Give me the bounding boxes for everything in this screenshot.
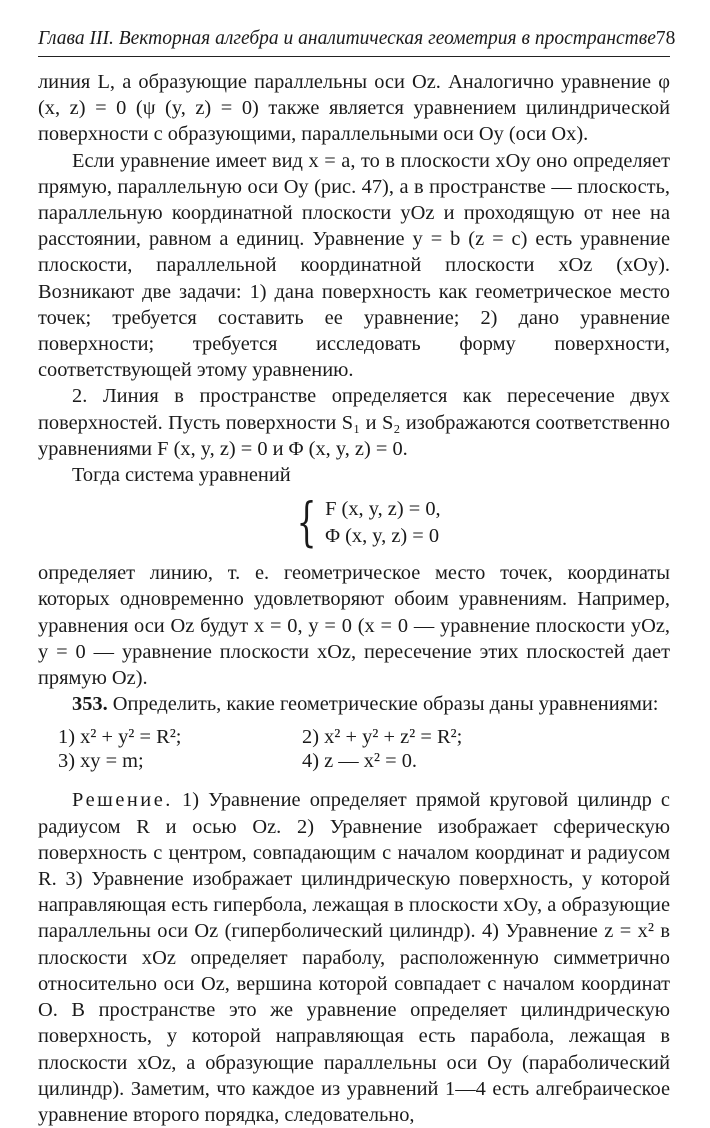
equation-2: 2) x² + y² + z² = R²; (302, 726, 463, 749)
chapter-title: Глава III. Векторная алгебра и аналитическая геометрия в пространстве (38, 28, 656, 49)
problem-number: 353. (72, 693, 108, 716)
equation-1: 1) x² + y² = R²; (58, 726, 182, 749)
problem-statement (38, 691, 670, 717)
page-number: 78 (655, 28, 676, 49)
equation-3: 3) xy = m; (58, 750, 144, 773)
paragraph-system-intro: Тогда система уравнений (72, 464, 291, 487)
solution-paragraph (38, 787, 670, 1128)
brace-symbol: { (296, 493, 317, 554)
paragraph-continuation: линия L, а образующие параллельны оси Oz. Аналогично уравнение φ (x, z) = 0 (ψ (y, z) = 0) также является уравнением цилиндрической поверхности с образующими, параллельными оси Oy (оси Ox). (38, 71, 670, 146)
problem-equations (58, 725, 670, 773)
system-equation-1: F (x, y, z) = 0, (325, 498, 441, 521)
solution-label: Решение. (72, 789, 173, 812)
paragraph-line-in-space: 2. Линия в пространстве определяется как пересечение двух поверхностей. Пусть поверхности S₁ и S₂ изображаются соответственно уравнениями F (x, y, z) = 0 и Φ (x, y, z) = 0. (38, 385, 670, 460)
running-header (38, 28, 676, 57)
system-equation-2: Φ (x, y, z) = 0 (325, 525, 440, 548)
equation-system (290, 493, 670, 554)
paragraph-after-system: определяет линию, т. е. геометрическое место точек, координаты которых одновременно удовлетворяют обоим уравнениям. Например, уравнения оси Oz будут x = 0, y = 0 (x = 0 — уравнение плоскости yOz, y = 0 — уравнение плоскости xOz, пересечение этих плоскостей дает прямую Oz). (38, 562, 670, 690)
book-page (38, 28, 676, 1128)
equation-4: 4) z — x² = 0. (302, 750, 418, 773)
paragraph-plane-equations: Если уравнение имеет вид x = a, то в плоскости xOy оно определяет прямую, параллельную оси Oy (рис. 47), а в пространстве — плоскость, параллельную координатной плоскости yOz и проходящую от нее на расстоянии, равном a единиц. Уравнение y = b (z = c) есть уравнение плоскости, параллельной координатной плоскости xOz (xOy). Возникают две задачи: 1) дана поверхность как геометрическое место точек; требуется составить ее уравнение; 2) дано уравнение поверхности; требуется исследовать форму поверхности, соответствующей этому уравнению. (38, 149, 670, 382)
solution-text: 1) Уравнение определяет прямой круговой цилиндр с радиусом R и осью Oz. 2) Уравнение изображает сферическую поверхность с центром, совпадающим с началом координат и радиусом R. 3) Уравнение изображает цилиндрическую поверхность, у которой направляющая есть гипербола, лежащая в плоскости xOy, а образующие параллельны оси Oz (гиперболический цилиндр). 4) Уравнение z = x² в плоскости xOz определяет параболу, расположенную симметрично относительно оси Oz, вершина которой совпадает с началом координат O. В пространстве это же уравнение определяет цилиндрическую поверхность, у которой направляющая есть парабола, лежащая в плоскости xOz, а образующие параллельны оси Oy (параболический цилиндр). Заметим, что каждое из уравнений 1—4 есть алгебраическое уравнение второго порядка, следовательно, (38, 789, 670, 1126)
problem-text: Определить, какие геометрические образы даны уравнениями: (112, 693, 659, 716)
